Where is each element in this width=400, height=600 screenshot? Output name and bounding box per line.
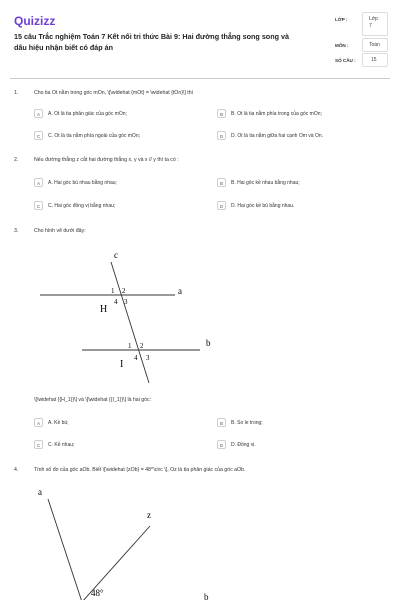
option-text: C. Hai góc đồng vị bằng nhau; bbox=[48, 202, 116, 209]
angle-i4: 4 bbox=[134, 354, 138, 362]
option-letter-badge: C bbox=[34, 440, 43, 449]
option-letter-badge: B bbox=[217, 418, 226, 427]
label-b: b bbox=[206, 338, 211, 348]
angle-figure bbox=[0, 480, 400, 600]
angle-i2: 2 bbox=[140, 342, 144, 350]
class-box bbox=[362, 12, 388, 36]
ray-oa bbox=[48, 499, 82, 600]
option-letter-badge: A bbox=[34, 109, 43, 118]
option-letter-badge: D bbox=[217, 440, 226, 449]
question-number: 1. bbox=[14, 90, 19, 96]
angle-48-label: 48° bbox=[91, 588, 104, 598]
angle-i1: 1 bbox=[128, 342, 132, 350]
question-text: Nếu đường thẳng z cắt hai đường thẳng x, y và x // y thì ta có : bbox=[34, 157, 179, 163]
header-divider bbox=[10, 78, 390, 79]
question-text: Cho tia Ot nằm trong góc mOn, \[\widehat {mOt} = \widehat {tOn}\] thì bbox=[34, 90, 194, 96]
line-c bbox=[111, 262, 149, 383]
page-title: 15 câu Trắc nghiệm Toán 7 Kết nối tri thức Bài 9: Hai đường thẳng song song và dấu hiệu nhận biết có đáp án bbox=[14, 32, 289, 52]
option-letter-badge: C bbox=[34, 131, 43, 140]
option-letter-badge: D bbox=[217, 201, 226, 210]
option-letter-badge: D bbox=[217, 131, 226, 140]
question-number: 2. bbox=[14, 157, 19, 163]
option-letter-badge: A bbox=[34, 418, 43, 427]
question-number: 4. bbox=[14, 467, 19, 473]
option-letter-badge: C bbox=[34, 201, 43, 210]
option-text: D. Hai góc kề bù bằng nhau. bbox=[231, 202, 295, 209]
question-subtext: \[\widehat {{H_1}}\] và \[\widehat {{I_1}}\] là hai góc: bbox=[34, 397, 152, 403]
option-text: C. Kề nhau; bbox=[48, 441, 75, 448]
subject-label: MÔN : bbox=[335, 43, 349, 48]
option-text: A. Kề bù; bbox=[48, 419, 69, 426]
option-text: C. Ot là tia nằm phía ngoài của góc mOn; bbox=[48, 132, 140, 139]
option-letter-badge: B bbox=[217, 109, 226, 118]
option-text: A. Ot là tia phân giác của góc mOn; bbox=[48, 110, 127, 117]
angle-i3: 3 bbox=[146, 354, 150, 362]
count-value: 15 bbox=[371, 57, 377, 63]
angle-h1: 1 bbox=[111, 287, 115, 295]
label-a: a bbox=[38, 487, 42, 497]
option-text: A. Hai góc bù nhau bằng nhau; bbox=[48, 179, 117, 186]
count-box bbox=[362, 53, 388, 67]
question-text: Tính số đo của góc aOb. Biết \[\widehat {zOb} = 48^\circ \], Oz là tia phân giác của góc aOb. bbox=[34, 467, 246, 473]
label-z: z bbox=[147, 510, 151, 520]
parallel-lines-figure bbox=[0, 240, 400, 385]
option-text: B. Hai góc kề nhau bằng nhau; bbox=[231, 179, 300, 186]
quizizz-logo: Quizizz bbox=[14, 14, 56, 28]
angle-h3: 3 bbox=[124, 298, 128, 306]
class-value: Lớp 7 bbox=[369, 16, 378, 29]
option-text: D. Ot là tia nằm giữa hai cạnh Om và On. bbox=[231, 132, 323, 139]
option-text: B. Ot là tia nằm phía trong của góc mOn; bbox=[231, 110, 322, 117]
label-h: H bbox=[100, 304, 108, 315]
label-b: b bbox=[204, 592, 209, 600]
label-a: a bbox=[178, 286, 182, 296]
angle-h4: 4 bbox=[114, 298, 118, 306]
subject-value: Toán bbox=[369, 42, 380, 48]
class-label: LỚP : bbox=[335, 17, 348, 22]
angle-h2: 2 bbox=[122, 287, 126, 295]
option-letter-badge: A bbox=[34, 178, 43, 187]
option-letter-badge: B bbox=[217, 178, 226, 187]
option-text: B. So le trong; bbox=[231, 419, 263, 426]
label-c: c bbox=[114, 250, 118, 260]
label-i: I bbox=[120, 359, 124, 370]
option-text: D. Đồng vị. bbox=[231, 441, 256, 448]
count-label: SỐ CÂU : bbox=[335, 58, 356, 63]
question-number: 3. bbox=[14, 228, 19, 234]
question-text: Cho hình vẽ dưới đây: bbox=[34, 228, 86, 234]
subject-box bbox=[362, 38, 388, 52]
